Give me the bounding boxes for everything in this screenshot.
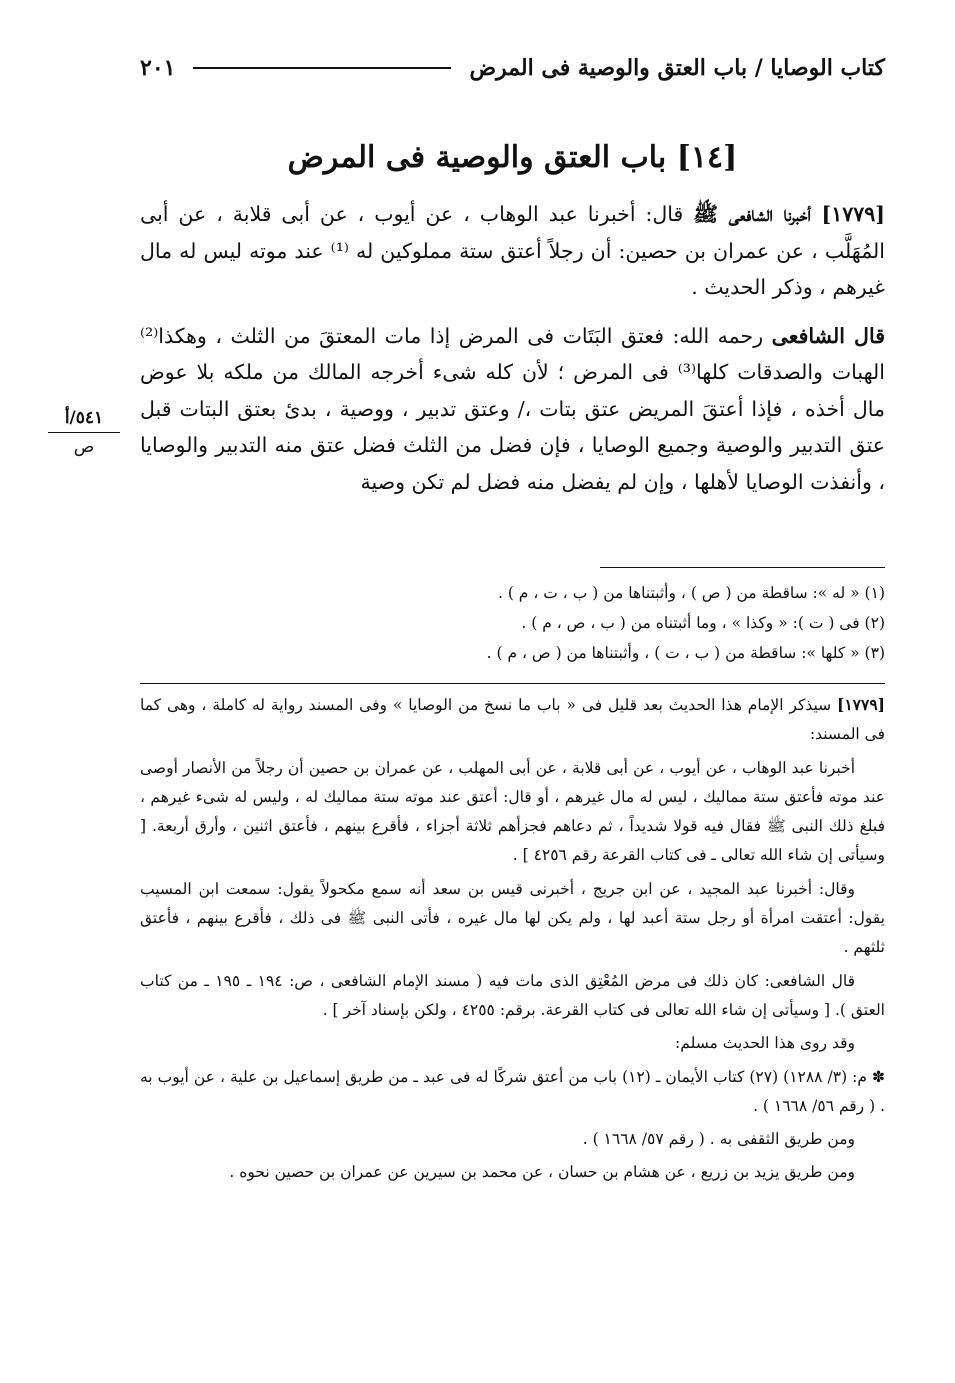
shafii-lead: قال الشافعى bbox=[771, 323, 885, 348]
hadith-text: قال: أخبرنا عبد الوهاب ، عن أيوب ، عن أبى قلابة ، عن أبى المُهَلَّب ، عن عمران بن حصين: أن رجلاً أعتق ستة مملوكين له ⁽¹⁾ عند موته ليس له مال غيرهم ، وذكر الحديث . bbox=[140, 202, 885, 299]
margin-siglum: ص bbox=[73, 437, 95, 457]
hadith-lead: [١٧٧٩] أخبرنا الشافعى ﷺ bbox=[693, 202, 885, 226]
footnote-item: (١) « له »: ساقطة من ( ص ) ، وأثبتناها من ( ب ، ت ، م ) . bbox=[497, 584, 885, 602]
page-number: ٢٠١ bbox=[140, 55, 176, 81]
margin-note bbox=[48, 408, 120, 457]
main-text bbox=[140, 196, 885, 512]
main-paragraph-hadith bbox=[140, 196, 885, 306]
footnotes bbox=[140, 578, 885, 668]
commentary-paragraph: أخبرنا عبد الوهاب ، عن أيوب ، عن أبى قلابة ، عن أبى المهلب ، عن عمران بن حصين أن رجلاً من الأنصار أوصى عند موته فأعتق ستة مماليك ، ليس له مال غيرهم ، أو قال: أعتق عند موته ستة مماليك له ، وليس له شىء غيرهم ، فبلغ ذلك النبى ﷺ فقال فيه قولا شديداً ، ثم دعاهم فجزأهم ثلاثة أجزاء ، فأقرع بينهم ، فأعتق اثنين ، وأرق أربعة. [ وسيأتى إن شاء الله تعالى ـ فى كتاب القرعة رقم ٤٢٥٦ ] . bbox=[140, 758, 885, 865]
main-paragraph-commentary bbox=[140, 318, 885, 501]
running-header bbox=[140, 48, 885, 88]
commentary-paragraph: ومن طريق الثقفى به . ( رقم ٥٧/ ١٦٦٨ ) . bbox=[582, 1130, 855, 1149]
commentary-paragraph: قال الشافعى: كان ذلك فى مرض المُعْتِق الذى مات فيه ( مسند الإمام الشافعى ، ص: ١٩٤ ـ ١٩٥ ـ من كتاب العتق ). [ وسيأتى إن شاء الله تعالى فى كتاب القرعة. برقم: ٤٢٥٥ ، ولكن بإسناد آخر ] . bbox=[140, 971, 885, 1019]
commentary-intro bbox=[140, 690, 885, 750]
commentary-paragraph: وقال: أخبرنا عبد المجيد ، عن ابن جريج ، أخبرنى قيس بن سعد أنه سمع مكحولاً يقول: سمعت ابن المسيب يقول: أعتقت امرأة أو رجل ستة أعبد لها ، ولم يكن لها مال غيره ، فأتى النبى ﷺ فى ذلك ، فأقرع بينهم ، فأعتق ثلثهم . bbox=[140, 879, 885, 957]
running-title: كتاب الوصايا / باب العتق والوصية فى المرض bbox=[469, 55, 885, 81]
footnote-item: (٣) « كلها »: ساقطة من ( ب ، ت ) ، وأثبتناها من ( ص ، م ) . bbox=[486, 644, 885, 662]
commentary bbox=[140, 690, 885, 1192]
commentary-paragraph: ✽ م: (٣/ ١٢٨٨) (٢٧) كتاب الأيمان ـ (١٢) باب من أعتق شركًا له فى عبد ـ من طريق إسماعيل بن علية ، عن أيوب به . ( رقم ٥٦/ ١٦٦٨ ) . bbox=[140, 1067, 885, 1115]
commentary-paragraph: وقد روى هذا الحديث مسلم: bbox=[675, 1034, 855, 1053]
commentary-intro-text: سيذكر الإمام هذا الحديث بعد قليل فى « باب ما نسخ من الوصايا » وفى المسند رواية له كاملة ، وهى كما فى المسند: bbox=[140, 696, 885, 744]
margin-folio-ref: ٥٤١/أ bbox=[48, 408, 120, 433]
header-rule bbox=[193, 67, 451, 69]
footnote-rule bbox=[600, 567, 885, 568]
commentary-rule bbox=[140, 683, 885, 684]
chapter-title: [١٤] باب العتق والوصية فى المرض bbox=[287, 140, 738, 175]
commentary-ref: [١٧٧٩] bbox=[837, 695, 885, 714]
footnote-item: (٢) فى ( ت ): « وكذا » ، وما أثبتناه من ( ب ، ص ، م ) . bbox=[521, 614, 885, 632]
shafii-text: رحمه الله: فعتق البَتَات فى المرض إذا مات المعتقَ من الثلث ، وهكذا⁽²⁾ الهبات والصدقات كلها⁽³⁾ فى المرض ؛ لأن كله شىء أخرجه المالك من ملكه بلا عوض مال أخذه ، فإذا أعتقَ المريض عتق بتات ،/ وعتق تدبير ، ووصية ، بدئ بعتق البتات قبل عتق التدبير والوصية وجميع الوصايا ، فإن فضل من الثلث فضل عتق منه التدبير والوصايا ، وأنفذت الوصايا لأهلها ، وإن لم يفضل منه فضل لم تكن وصية bbox=[140, 323, 885, 494]
commentary-paragraph: ومن طريق يزيد بن زريع ، عن هشام بن حسان ، عن محمد بن سيرين عن عمران بن حصين نحوه . bbox=[229, 1163, 855, 1182]
